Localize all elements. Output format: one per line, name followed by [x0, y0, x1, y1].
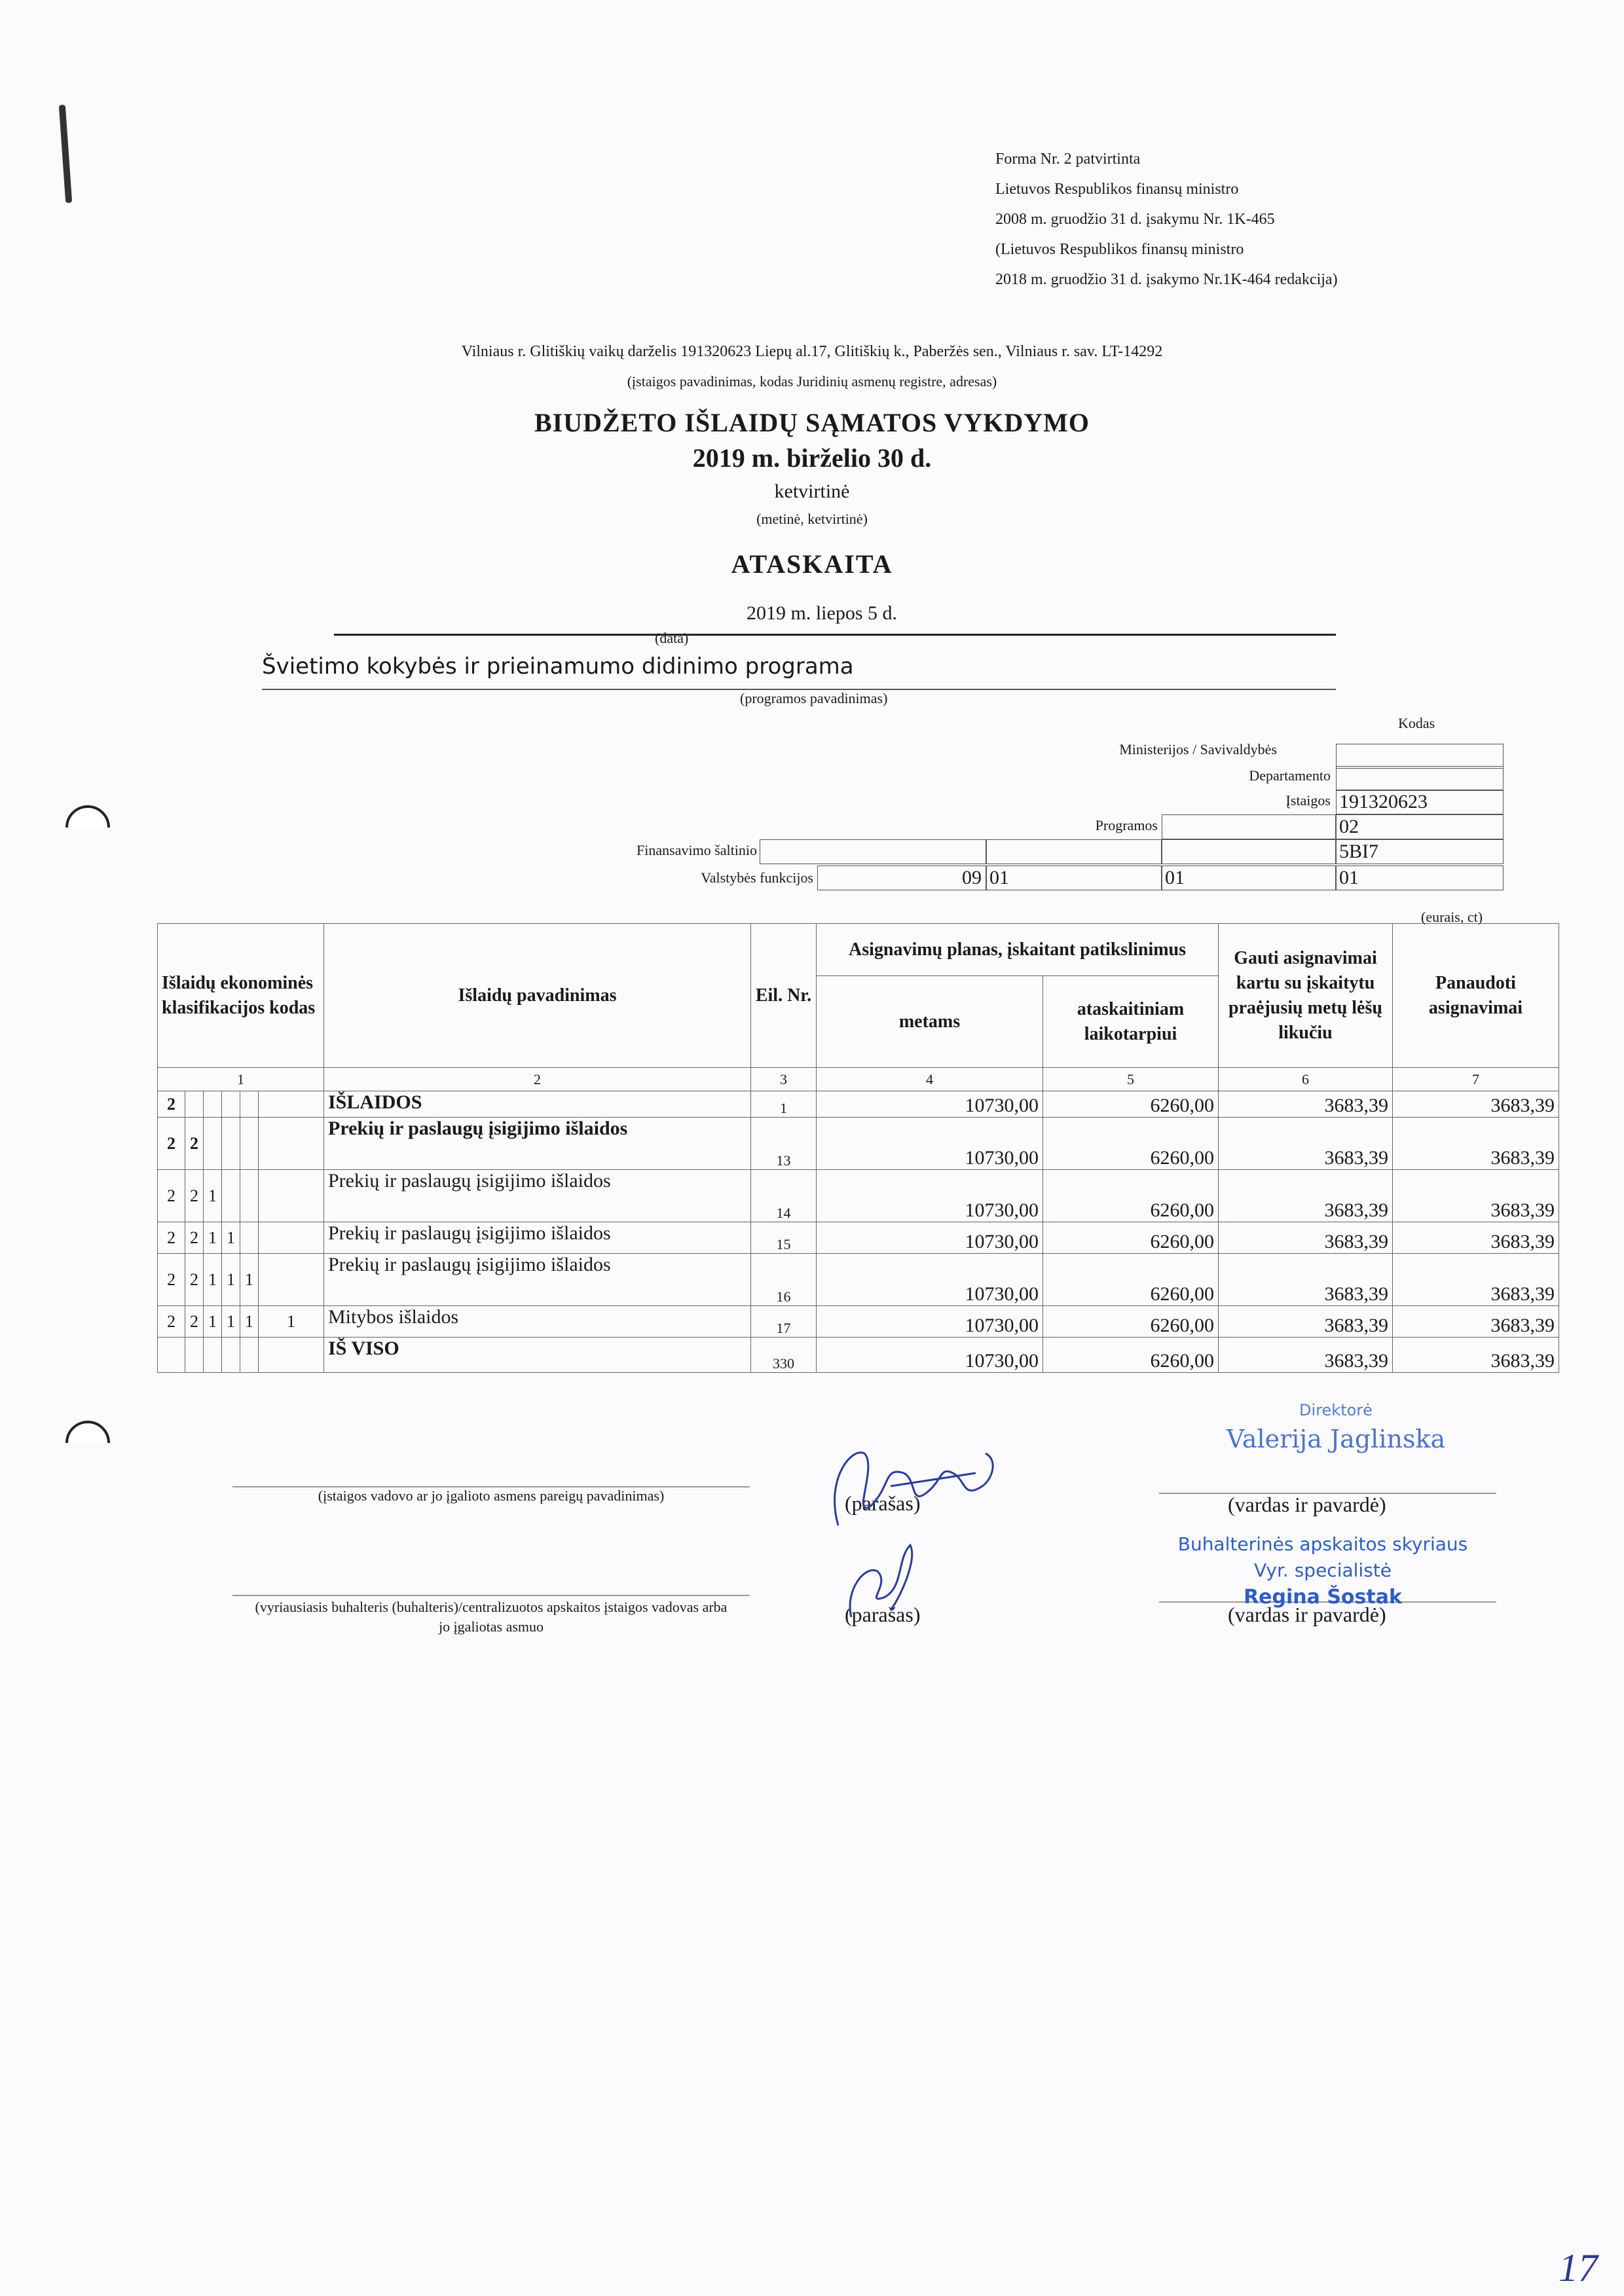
plan-period-cell: 6260,00: [1043, 1091, 1219, 1118]
col-number-2: 2: [324, 1068, 751, 1091]
class-code-cell: 2: [158, 1306, 185, 1338]
row-number-cell: 15: [751, 1222, 817, 1254]
plan-year-cell: 10730,00: [817, 1306, 1043, 1338]
class-code-cell: 2: [158, 1254, 185, 1306]
institution-code-box: 191320623: [1336, 790, 1504, 814]
table-body: [158, 1091, 1559, 1373]
received-cell: 3683,39: [1219, 1091, 1393, 1118]
page-number: 17: [1559, 2246, 1598, 2289]
header-eil: Eil. Nr.: [751, 924, 817, 1068]
class-code-cell: [240, 1338, 259, 1373]
expenditure-table: [157, 923, 1559, 1373]
function-code-1: 09: [817, 866, 986, 890]
class-code-cell: 2: [185, 1306, 204, 1338]
institution-code-label: Įstaigos: [1285, 792, 1331, 809]
ministry-label: Ministerijos / Savivaldybės: [1119, 741, 1277, 757]
report-period: ketvirtinė: [774, 481, 850, 502]
expense-name-cell: Prekių ir paslaugų įsigijimo išlaidos: [324, 1254, 751, 1306]
header-plan: Asignavimų planas, įskaitant patikslinimus: [817, 924, 1219, 976]
punch-hole-top: [65, 805, 110, 850]
class-code-cell: [204, 1338, 222, 1373]
class-code-cell: 1: [204, 1222, 222, 1254]
table-row: [158, 1306, 1559, 1338]
received-cell: 3683,39: [1219, 1170, 1393, 1222]
table-row: [158, 1338, 1559, 1373]
class-code-cell: 1: [222, 1222, 240, 1254]
staple: [59, 105, 72, 203]
used-cell: 3683,39: [1393, 1118, 1559, 1170]
program-caption: (programos pavadinimas): [740, 690, 888, 706]
head-signature-label: (parašas): [845, 1491, 921, 1515]
expense-name-cell: IŠ VISO: [324, 1338, 751, 1373]
class-code-cell: 2: [158, 1170, 185, 1222]
table-row: [158, 1222, 1559, 1254]
plan-period-cell: 6260,00: [1043, 1170, 1219, 1222]
plan-year-cell: 10730,00: [817, 1338, 1043, 1373]
received-cell: 3683,39: [1219, 1306, 1393, 1338]
table-row: [158, 1118, 1559, 1170]
class-code-cell: [259, 1118, 324, 1170]
class-code-cell: 1: [240, 1254, 259, 1306]
class-code-cell: [240, 1222, 259, 1254]
form-note-line: Forma Nr. 2 patvirtinta: [995, 151, 1141, 168]
accountant-signature: [832, 1532, 936, 1630]
class-code-cell: [158, 1338, 185, 1373]
funding-blank-2: [986, 839, 1162, 864]
plan-year-cell: 10730,00: [817, 1118, 1043, 1170]
form-note-line: 2018 m. gruodžio 31 d. įsakymo Nr.1K-464 redakcija): [995, 271, 1338, 288]
used-cell: 3683,39: [1393, 1170, 1559, 1222]
col-number-6: 6: [1219, 1068, 1393, 1091]
class-code-cell: 1: [259, 1306, 324, 1338]
head-position-caption: (įstaigos vadovo ar jo įgalioto asmens pareigų pavadinimas): [318, 1487, 665, 1504]
header-plan-year: metams: [817, 976, 1043, 1068]
row-number-cell: 1: [751, 1091, 817, 1118]
class-code-cell: [185, 1091, 204, 1118]
class-code-cell: [259, 1222, 324, 1254]
used-cell: 3683,39: [1393, 1306, 1559, 1338]
head-name-label: (vardas ir pavardė): [1228, 1493, 1386, 1516]
program-name: Švietimo kokybės ir prieinamumo didinimo programa: [262, 653, 854, 680]
col-number-4: 4: [817, 1068, 1043, 1091]
plan-period-cell: 6260,00: [1043, 1254, 1219, 1306]
accountant-signature-label: (parašas): [845, 1603, 921, 1626]
currency-note: (eurais, ct): [1421, 909, 1483, 925]
plan-period-cell: 6260,00: [1043, 1118, 1219, 1170]
program-code-blank: [1162, 814, 1336, 839]
expense-name-cell: Prekių ir paslaugų įsigijimo išlaidos: [324, 1222, 751, 1254]
funding-blank-3: [1162, 839, 1336, 864]
header-name: Išlaidų pavadinimas: [324, 924, 751, 1068]
plan-period-cell: 6260,00: [1043, 1338, 1219, 1373]
class-code-cell: 1: [222, 1254, 240, 1306]
col-number-5: 5: [1043, 1068, 1219, 1091]
form-note-line: (Lietuvos Respublikos finansų ministro: [995, 241, 1244, 258]
class-code-cell: 1: [222, 1306, 240, 1338]
function-code-3: 01: [1162, 866, 1336, 890]
received-cell: 3683,39: [1219, 1222, 1393, 1254]
class-code-cell: [240, 1118, 259, 1170]
class-code-cell: [185, 1338, 204, 1373]
accountant-caption: (vyriausiasis buhalteris (buhalteris)/centralizuotos apskaitos įstaigos vadovas arba jo įgaliotas asmuo: [255, 1599, 728, 1635]
row-number-cell: 16: [751, 1254, 817, 1306]
punch-hole-bottom: [65, 1421, 110, 1465]
form-note-line: Lietuvos Respublikos finansų ministro: [995, 181, 1239, 198]
class-code-cell: 2: [185, 1222, 204, 1254]
department-label: Departamento: [1249, 767, 1331, 784]
accountant-name-label: (vardas ir pavardė): [1228, 1603, 1386, 1626]
class-code-cell: [259, 1254, 324, 1306]
ministry-code-box: [1336, 744, 1504, 769]
report-title-line2: 2019 m. birželio 30 d.: [692, 443, 932, 473]
class-code-cell: [240, 1170, 259, 1222]
expense-name-cell: Prekių ir paslaugų įsigijimo išlaidos: [324, 1170, 751, 1222]
codes-header: Kodas: [1398, 715, 1435, 731]
function-code-2: 01: [986, 866, 1162, 890]
class-code-cell: [222, 1091, 240, 1118]
class-code-cell: 1: [204, 1170, 222, 1222]
accountant-line: [232, 1595, 750, 1596]
director-stamp-title: Direktorė: [1299, 1401, 1373, 1419]
date-underline: [334, 634, 1336, 636]
class-code-cell: 1: [240, 1306, 259, 1338]
table-row: [158, 1091, 1559, 1118]
class-code-cell: [240, 1091, 259, 1118]
class-code-cell: 2: [185, 1118, 204, 1170]
date-caption: (data): [655, 630, 689, 646]
plan-year-cell: 10730,00: [817, 1091, 1043, 1118]
col-number-7: 7: [1393, 1068, 1559, 1091]
plan-year-cell: 10730,00: [817, 1222, 1043, 1254]
col-number-3: 3: [751, 1068, 817, 1091]
function-label: Valstybės funkcijos: [701, 869, 813, 886]
class-code-cell: [222, 1118, 240, 1170]
received-cell: 3683,39: [1219, 1118, 1393, 1170]
class-code-cell: 1: [204, 1254, 222, 1306]
plan-year-cell: 10730,00: [817, 1254, 1043, 1306]
director-stamp-name: Valerija Jaglinska: [1226, 1425, 1446, 1453]
program-code-box: 02: [1336, 814, 1504, 839]
class-code-cell: 2: [158, 1118, 185, 1170]
table-row: [158, 1254, 1559, 1306]
class-code-cell: [222, 1170, 240, 1222]
class-code-cell: 1: [204, 1306, 222, 1338]
department-code-box: [1336, 766, 1504, 791]
class-code-cell: [204, 1118, 222, 1170]
institution-caption: (įstaigos pavadinimas, kodas Juridinių asmenų registre, adresas): [627, 373, 997, 390]
funding-code-box: 5BI7: [1336, 839, 1504, 864]
class-code-cell: [222, 1338, 240, 1373]
class-code-cell: [259, 1338, 324, 1373]
header-used: Panaudoti asignavimai: [1393, 924, 1559, 1068]
used-cell: 3683,39: [1393, 1222, 1559, 1254]
report-title-line1: BIUDŽETO IŠLAIDŲ SĄMATOS VYKDYMO: [534, 408, 1090, 437]
expense-name-cell: IŠLAIDOS: [324, 1091, 751, 1118]
plan-period-cell: 6260,00: [1043, 1222, 1219, 1254]
table-row: [158, 1170, 1559, 1222]
header-received: Gauti asignavimai kartu su įskaitytu praėjusių metų lėšų likučiu: [1219, 924, 1393, 1068]
row-number-cell: 17: [751, 1306, 817, 1338]
used-cell: 3683,39: [1393, 1254, 1559, 1306]
class-code-cell: [259, 1170, 324, 1222]
form-approval-note: [995, 144, 1338, 295]
header-plan-period: ataskaitiniam laikotarpiui: [1043, 976, 1219, 1068]
accounting-stamp-line2: Vyr. specialistė: [1254, 1559, 1392, 1581]
class-code-cell: 2: [158, 1091, 185, 1118]
received-cell: 3683,39: [1219, 1254, 1393, 1306]
col-number-1: 1: [158, 1068, 324, 1091]
class-code-cell: [259, 1091, 324, 1118]
plan-period-cell: 6260,00: [1043, 1306, 1219, 1338]
report-period-caption: (metinė, ketvirtinė): [756, 511, 868, 527]
report-date: 2019 m. liepos 5 d.: [747, 602, 897, 624]
report-title-line3: ATASKAITA: [731, 549, 893, 579]
expense-name-cell: Mitybos išlaidos: [324, 1306, 751, 1338]
row-number-cell: 14: [751, 1170, 817, 1222]
form-note-line: 2008 m. gruodžio 31 d. įsakymu Nr. 1K-465: [995, 211, 1275, 228]
plan-year-cell: 10730,00: [817, 1170, 1043, 1222]
program-code-label: Programos: [1095, 817, 1158, 833]
row-number-cell: 330: [751, 1338, 817, 1373]
row-number-cell: 13: [751, 1118, 817, 1170]
accounting-stamp-line1: Buhalterinės apskaitos skyriaus: [1177, 1533, 1468, 1555]
class-code-cell: 2: [185, 1170, 204, 1222]
used-cell: 3683,39: [1393, 1338, 1559, 1373]
header-class-code: Išlaidų ekonominės klasifikacijos kodas: [158, 924, 324, 1068]
received-cell: 3683,39: [1219, 1338, 1393, 1373]
class-code-cell: 2: [185, 1254, 204, 1306]
class-code-cell: [204, 1091, 222, 1118]
function-code-4: 01: [1336, 866, 1504, 890]
institution-text: Vilniaus r. Glitiškių vaikų darželis 191320623 Liepų al.17, Glitiškių k., Paberžės sen., Vilniaus r. sav. LT-14292: [461, 343, 1163, 360]
class-code-cell: 2: [158, 1222, 185, 1254]
funding-blank-1: [760, 839, 986, 864]
used-cell: 3683,39: [1393, 1091, 1559, 1118]
accounting-stamp-name: Regina Šostak: [1244, 1586, 1402, 1609]
expense-name-cell: Prekių ir paslaugų įsigijimo išlaidos: [324, 1118, 751, 1170]
funding-label: Finansavimo šaltinio: [637, 842, 757, 858]
